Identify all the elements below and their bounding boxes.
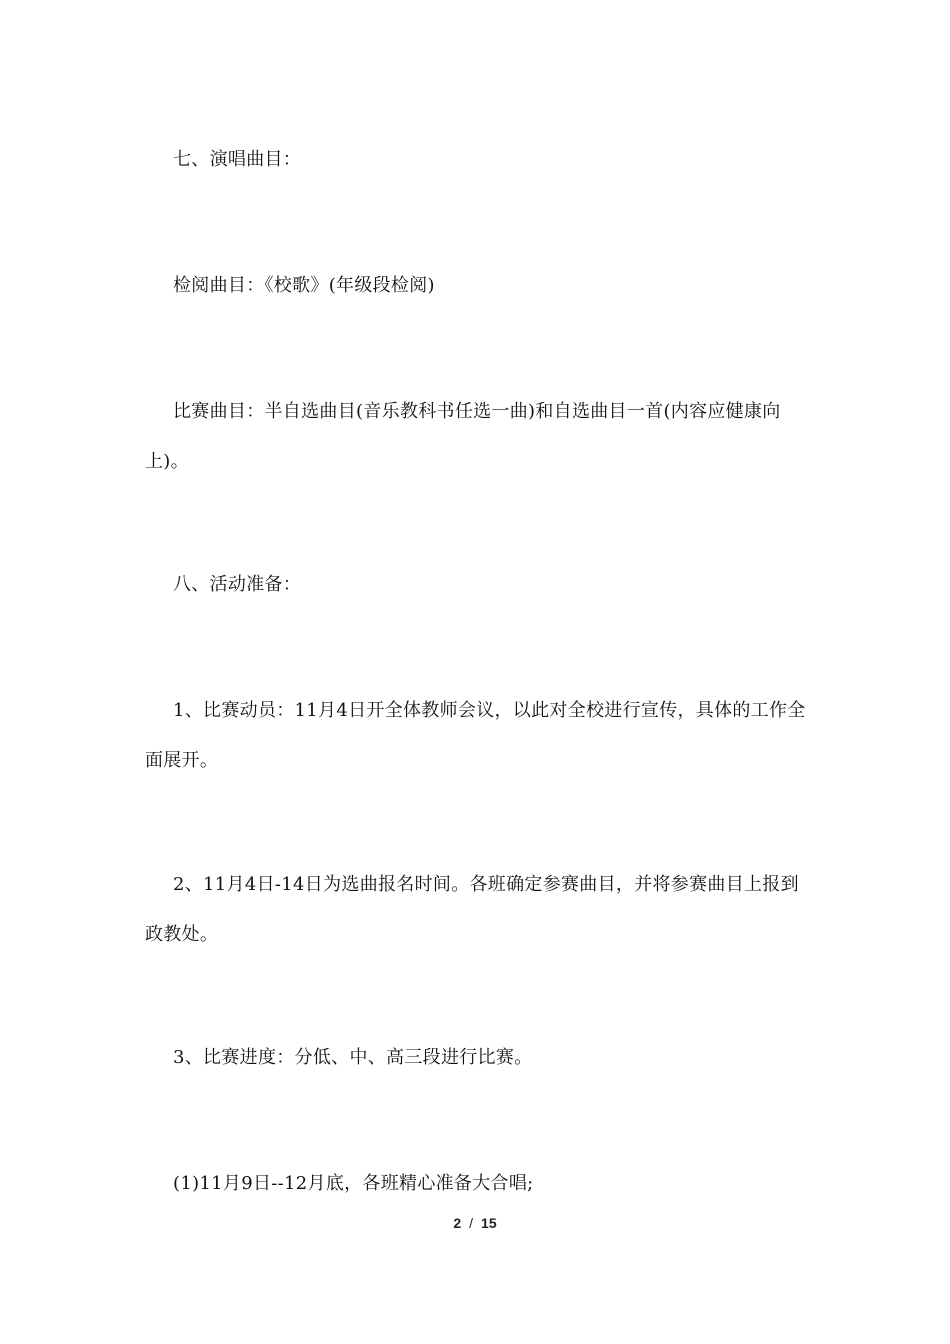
preparation-item-1: 1、比赛动员：11月4日开全体教师会议，以此对全校进行宣传，具体的工作全面展开。 bbox=[145, 700, 806, 771]
section-heading-preparation: 八、活动准备： bbox=[173, 574, 302, 595]
preparation-item-2: 2、11月4日-14日为选曲报名时间。各班确定参赛曲目，并将参赛曲目上报到政教处。 bbox=[145, 874, 799, 945]
page-number-footer bbox=[0, 1215, 950, 1231]
preparation-item-3: 3、比赛进度：分低、中、高三段进行比赛。 bbox=[173, 1047, 533, 1068]
current-page-number: 2 bbox=[453, 1215, 462, 1231]
page-separator: / bbox=[469, 1215, 474, 1231]
competition-song-paragraph: 比赛曲目：半自选曲目(音乐教科书任选一曲)和自选曲目一首(内容应健康向上)。 bbox=[145, 401, 781, 472]
total-page-count: 15 bbox=[481, 1215, 497, 1231]
section-heading-songs: 七、演唱曲目： bbox=[173, 149, 302, 170]
review-song-paragraph: 检阅曲目：《校歌》(年级段检阅) bbox=[173, 275, 435, 296]
preparation-subitem-1: (1)11月9日--12月底，各班精心准备大合唱; bbox=[173, 1173, 534, 1194]
